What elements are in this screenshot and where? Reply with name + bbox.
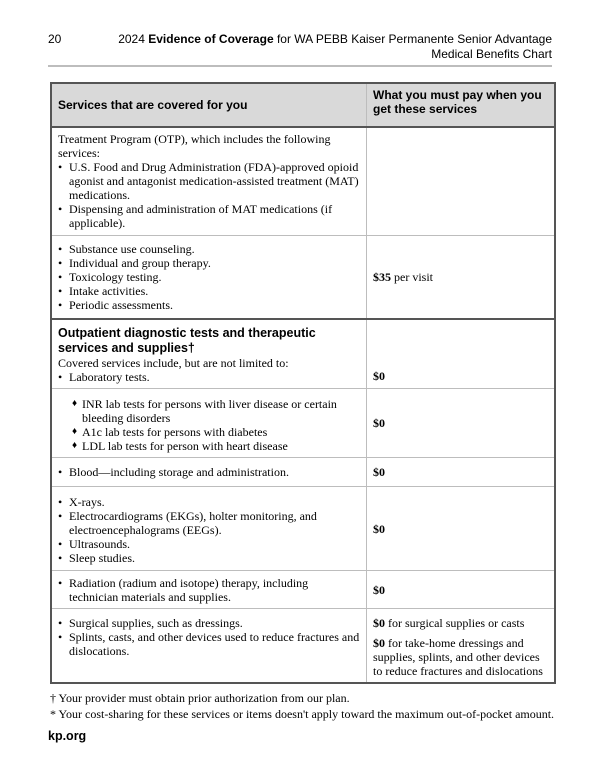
cost-amount: $0 (373, 521, 385, 536)
title-bold: Evidence of Coverage (148, 32, 274, 46)
list-item: • Blood—including storage and administration. (58, 465, 360, 479)
title-prefix: 2024 (118, 32, 149, 46)
services-cell (51, 389, 367, 458)
table-row (51, 235, 555, 319)
diamond-list (58, 397, 360, 453)
footnote-asterisk: * Your cost-sharing for these services or items doesn't apply toward the maximum out-of-pocket amount. (50, 707, 555, 721)
section-intro: Covered services include, but are not limited to: (58, 356, 289, 370)
payment-cell (367, 571, 556, 609)
footnote-dagger: † Your provider must obtain prior authorization from our plan. (50, 691, 350, 705)
payment-cell (367, 235, 556, 319)
section-title: Outpatient diagnostic tests and therapeutic services and supplies† (58, 326, 316, 355)
cost-amount: $0 (373, 369, 385, 383)
table-row (51, 319, 555, 389)
payment-cell (367, 127, 556, 235)
title-suffix: for WA PEBB Kaiser Permanente Senior Advantage (273, 32, 552, 46)
table-row (51, 458, 555, 487)
cost-amount: $0 (373, 636, 385, 650)
list-item: • Splints, casts, and other devices used to reduce fractures and dislocations. (58, 630, 360, 658)
services-cell (51, 458, 367, 487)
document-title (112, 32, 552, 62)
col-header-payment: What you must pay when you get these services (367, 83, 556, 127)
list-item: • Periodic assessments. (58, 298, 360, 312)
document-subtitle: Medical Benefits Chart (431, 47, 552, 61)
otp-intro: Treatment Program (OTP), which includes the following services: (58, 132, 331, 160)
list-item: ♦ LDL lab tests for person with heart disease (72, 439, 360, 453)
col-header-services: Services that are covered for you (51, 83, 367, 127)
list-item: • Laboratory tests. (58, 370, 360, 384)
cost-line (373, 636, 548, 678)
cost-text: for take-home dressings and supplies, splints, and other devices to reduce fractures and dislocations (373, 636, 543, 678)
list-item: • Sleep studies. (58, 551, 360, 565)
footer-site: kp.org (48, 729, 87, 743)
cost-text: for surgical supplies or casts (385, 616, 525, 630)
payment-cell (367, 319, 556, 389)
bullet-list (58, 242, 360, 312)
table-row (51, 389, 555, 458)
services-cell (51, 487, 367, 571)
page-number: 20 (48, 32, 62, 46)
cost-amount: $35 (373, 269, 391, 284)
table-row (51, 609, 555, 684)
table-row (51, 487, 555, 571)
cost-amount: $0 (373, 465, 385, 479)
list-item: • U.S. Food and Drug Administration (FDA)-approved opioid agonist and antagonist medication-assisted treatment (MAT) medications. (58, 160, 360, 202)
header-divider (48, 65, 552, 67)
bullet-list (58, 465, 360, 479)
list-item: • Individual and group therapy. (58, 256, 360, 270)
list-item: ♦ A1c lab tests for persons with diabetes (72, 425, 360, 439)
list-item: • Electrocardiograms (EKGs), holter monitoring, and electroencephalograms (EEGs). (58, 509, 360, 537)
payment-cell (367, 458, 556, 487)
bullet-list (58, 495, 360, 565)
list-item: • Intake activities. (58, 284, 360, 298)
list-item: • X-rays. (58, 495, 360, 509)
list-item: • Toxicology testing. (58, 270, 360, 284)
table-row (51, 571, 555, 609)
list-item: • Ultrasounds. (58, 537, 360, 551)
list-item: • Surgical supplies, such as dressings. (58, 616, 360, 630)
cost-amount: $0 (373, 416, 385, 430)
services-cell (51, 609, 367, 684)
list-item: • Dispensing and administration of MAT medications (if applicable). (58, 202, 360, 230)
services-cell (51, 319, 367, 389)
bullet-list (58, 616, 360, 658)
payment-cell (367, 609, 556, 684)
bullet-list (58, 160, 360, 230)
services-cell (51, 571, 367, 609)
payment-cell (367, 487, 556, 571)
bullet-list (58, 576, 360, 604)
services-cell (51, 127, 367, 235)
services-cell (51, 235, 367, 319)
cost-amount: $0 (373, 582, 385, 597)
list-item: • Substance use counseling. (58, 242, 360, 256)
table-row (51, 127, 555, 235)
benefits-table (50, 82, 556, 684)
cost-line (373, 616, 548, 630)
cost-text: per visit (391, 269, 433, 284)
payment-cell (367, 389, 556, 458)
cost-amount: $0 (373, 616, 385, 630)
table-header-row (51, 83, 555, 127)
bullet-list (58, 370, 360, 384)
list-item: ♦ INR lab tests for persons with liver disease or certain bleeding disorders (72, 397, 360, 425)
list-item: • Radiation (radium and isotope) therapy, including technician materials and supplies. (58, 576, 360, 604)
